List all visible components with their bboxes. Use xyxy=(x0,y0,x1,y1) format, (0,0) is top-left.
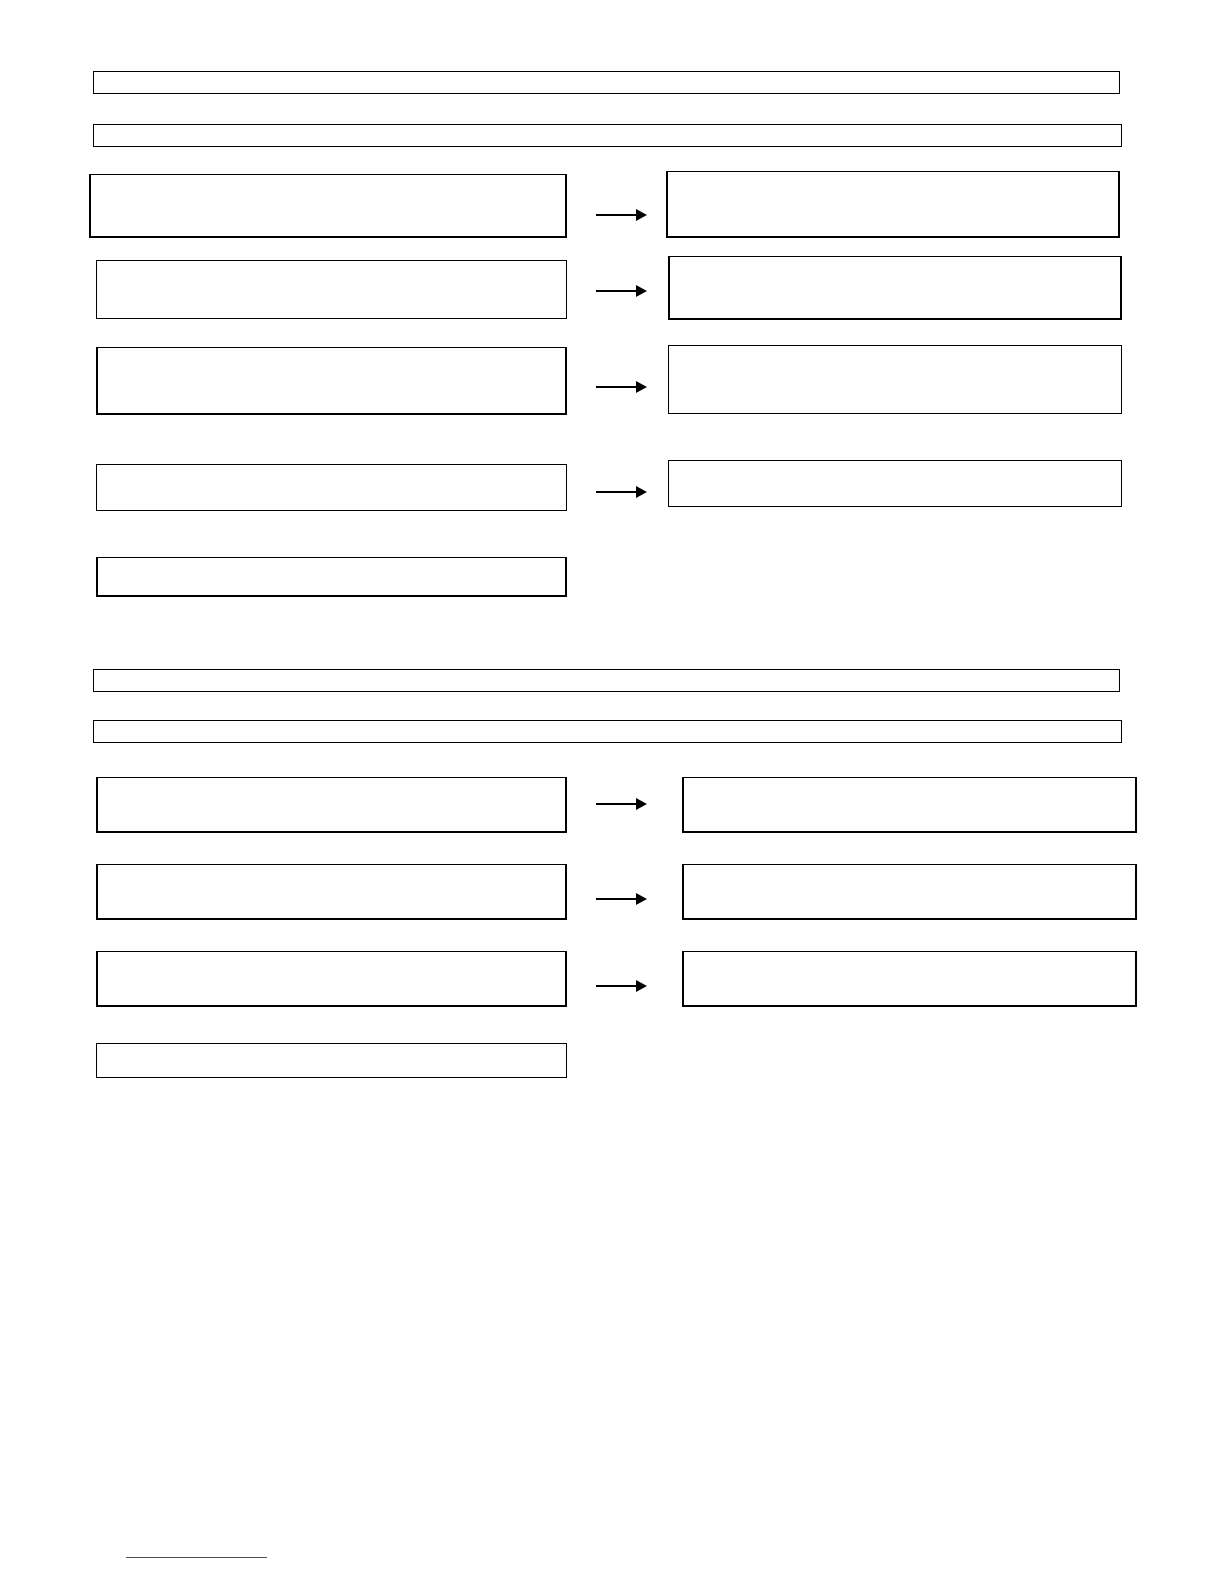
section-1-header-b xyxy=(93,124,1122,147)
section-1-row-4-right-box xyxy=(668,460,1122,507)
section-2-row-3-right-box xyxy=(682,951,1137,1007)
section-2-row-1-arrow-icon xyxy=(596,798,648,810)
section-2-footer-box xyxy=(96,1043,567,1078)
section-1-row-3-left-box xyxy=(96,347,567,415)
section-1-row-2-arrow-icon xyxy=(596,285,648,297)
section-1-row-1-right-box xyxy=(666,171,1120,238)
section-1-row-4-arrow-icon xyxy=(596,486,648,498)
section-1-row-3-right-box xyxy=(668,345,1122,414)
section-1-row-2-right-box xyxy=(668,256,1122,320)
section-1-row-1-arrow-icon xyxy=(596,209,648,221)
section-1-footer-box xyxy=(96,557,567,597)
section-2-row-2-arrow-icon xyxy=(596,893,648,905)
section-2-row-1-left-box xyxy=(96,777,567,833)
section-1-header-a xyxy=(93,71,1120,94)
section-2-header-b xyxy=(93,720,1122,743)
section-2-row-2-left-box xyxy=(96,864,567,920)
section-1-row-4-left-box xyxy=(96,464,567,511)
section-2-row-2-right-box xyxy=(682,864,1137,920)
footnote-separator xyxy=(126,1557,267,1558)
section-2-row-3-arrow-icon xyxy=(596,980,648,992)
section-1-row-1-left-box xyxy=(89,174,567,238)
section-1-row-2-left-box xyxy=(96,260,567,319)
section-2-row-1-right-box xyxy=(682,777,1137,833)
section-2-header-a xyxy=(93,669,1120,692)
section-2-row-3-left-box xyxy=(96,951,567,1007)
section-1-row-3-arrow-icon xyxy=(596,381,648,393)
